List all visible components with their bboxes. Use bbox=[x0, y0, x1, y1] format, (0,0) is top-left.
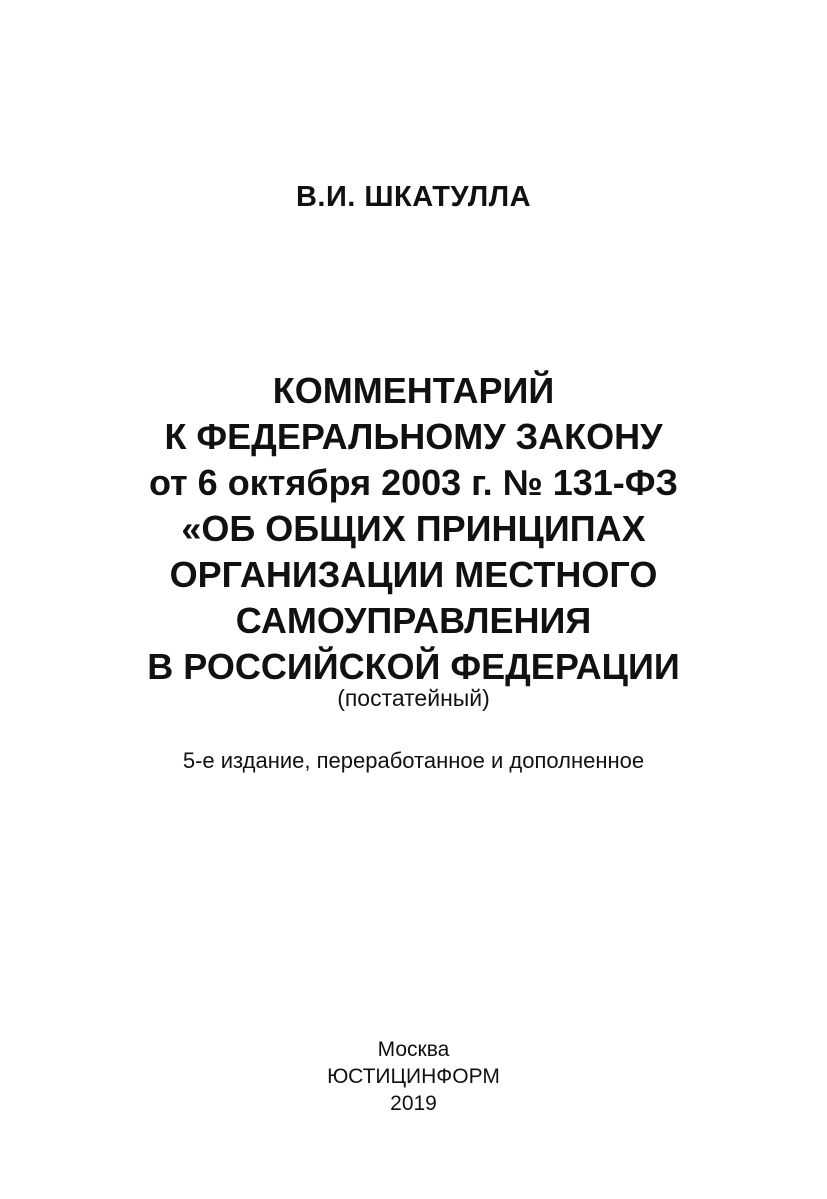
author-name: В.И. ШКАТУЛЛА bbox=[295, 181, 532, 213]
imprint-publisher: ЮСТИЦИНФОРМ bbox=[327, 1065, 500, 1088]
title-line: В РОССИЙСКОЙ ФЕДЕРАЦИИ bbox=[147, 646, 680, 687]
title-line: САМОУПРАВЛЕНИЯ bbox=[235, 600, 592, 641]
edition-statement: 5-е издание, переработанное и дополненное bbox=[182, 748, 645, 773]
title-line: ОРГАНИЗАЦИИ МЕСТНОГО bbox=[169, 554, 658, 595]
book-title bbox=[0, 368, 827, 690]
title-line: К ФЕДЕРАЛЬНОМУ ЗАКОНУ bbox=[164, 416, 663, 457]
title-line: от 6 октября 2003 г. № 131-ФЗ bbox=[148, 462, 679, 503]
imprint-year: 2019 bbox=[390, 1092, 437, 1115]
imprint bbox=[0, 1036, 827, 1117]
imprint-city: Москва bbox=[377, 1038, 450, 1061]
title-line: КОММЕНТАРИЙ bbox=[272, 370, 555, 411]
title-line: «ОБ ОБЩИХ ПРИНЦИПАХ bbox=[181, 508, 646, 549]
subtitle-note: (постатейный) bbox=[337, 685, 490, 711]
